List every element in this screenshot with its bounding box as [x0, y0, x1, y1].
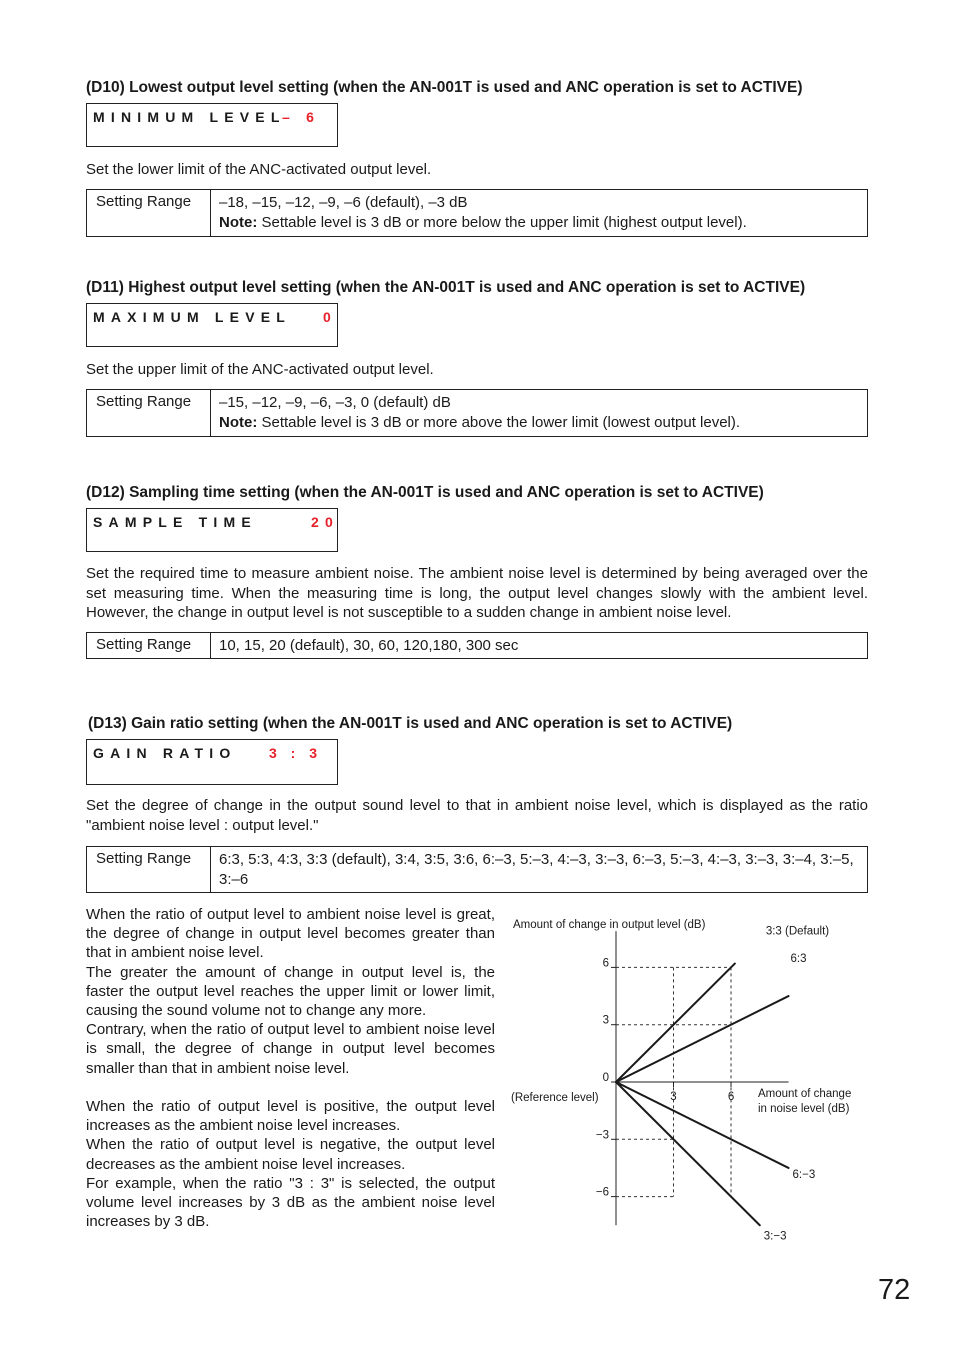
- d10-lcd-label: MINIMUM LEVEL: [93, 109, 286, 125]
- d10-title: (D10) Lowest output level setting (when the AN-001T is used and ANC operation is set to ACTIVE): [86, 79, 803, 96]
- y-tick-label: 6: [602, 957, 609, 970]
- y-tick-label: 3: [602, 1014, 609, 1027]
- d10-note-label: Note:: [219, 213, 258, 231]
- d11-note-text: Settable level is 3 dB or more above the lower limit (lowest output level).: [257, 413, 741, 431]
- reference-level-label: (Reference level): [511, 1092, 599, 1104]
- d11-note-label: Note:: [219, 413, 258, 431]
- y-tick-label: −3: [595, 1129, 609, 1142]
- series-label: 3:−3: [763, 1230, 787, 1243]
- d12-range-label: Setting Range: [96, 636, 192, 653]
- series-label: 6:−3: [792, 1168, 816, 1181]
- explain-paragraph: When the ratio of output level is positive, the output level increases as the ambient noise level increases.: [86, 1098, 495, 1135]
- d12-lcd-label: SAMPLE TIME: [93, 514, 257, 530]
- y-axis-label: Amount of change in output level (dB): [513, 919, 706, 931]
- d10-note-text: Settable level is 3 dB or more below the upper limit (highest output level).: [257, 213, 747, 231]
- d12-lcd-value: 20: [311, 514, 339, 530]
- d12-description: Set the required time to measure ambient noise. The ambient noise level is determined by being averaged over the set measuring time. When the measuring time is long, the output level changes slowly with the ambient level. However, the change in output level is not susceptible to a sudden change in ambient noise level.: [86, 565, 868, 621]
- d12-title: (D12) Sampling time setting (when the AN-001T is used and ANC operation is set to ACTIVE): [86, 484, 764, 501]
- y-tick-label: 0: [602, 1072, 609, 1084]
- d11-lcd-label: MAXIMUM LEVEL: [93, 309, 292, 325]
- d10-lcd-value: – 6: [282, 109, 321, 125]
- explain-paragraph: Contrary, when the ratio of output level to ambient noise level is small, the degree of change in output level becomes smaller than that in ambient noise level.: [86, 1021, 495, 1077]
- series-line: [616, 996, 789, 1082]
- d11-title: (D11) Highest output level setting (when the AN-001T is used and ANC operation is set to ACTIVE): [86, 279, 806, 296]
- d13-lcd-label: GAIN RATIO: [93, 745, 237, 761]
- explain-paragraph: When the ratio of output level is negative, the output level decreases as the ambient noise level increases.: [86, 1136, 495, 1173]
- d10-description: Set the lower limit of the ANC-activated output level.: [86, 161, 432, 178]
- series-label: 3:3 (Default): [765, 925, 830, 938]
- d11-description: Set the upper limit of the ANC-activated output level.: [86, 361, 434, 378]
- d11-lcd-value: 0: [323, 309, 337, 325]
- explain-paragraph: When the ratio of output level to ambient noise level is great, the degree of change in output level becomes greater than that in ambient noise level.: [86, 906, 495, 962]
- d11-range-value: –15, –12, –9, –6, –3, 0 (default) dB: [219, 394, 451, 411]
- d11-range-label: Setting Range: [96, 393, 192, 410]
- d13-title: (D13) Gain ratio setting (when the AN-001T is used and ANC operation is set to ACTIVE): [88, 715, 733, 732]
- d13-range-value: 6:3, 5:3, 4:3, 3:3 (default), 3:4, 3:5, 3:6, 6:–3, 5:–3, 4:–3, 3:–3, 6:–3, 5:–3, 4:–3, 3:–3, 3:–4, 3:–5, 3:–6: [219, 851, 854, 888]
- x-axis-label-line1: Amount of change: [758, 1088, 852, 1100]
- series-label: 6:3: [790, 953, 807, 966]
- x-tick-label: 3: [670, 1091, 677, 1103]
- explain-paragraph: For example, when the ratio "3 : 3" is selected, the output volume level increases by 3 dB as the ambient noise level increases by 3 dB.: [86, 1174, 495, 1231]
- y-tick-label: −6: [595, 1186, 609, 1199]
- series-line: [616, 1082, 760, 1225]
- d10-range-label: Setting Range: [96, 193, 192, 210]
- page-number: 72: [878, 1274, 911, 1306]
- series-line: [616, 964, 735, 1082]
- d13-lcd-value: 3 : 3: [269, 745, 323, 761]
- explain-paragraph: The greater the amount of change in output level is, the faster the output level reaches the upper limit or lower limit, causing the sound volume not to change any more.: [86, 963, 495, 1020]
- x-axis-label-line2: in noise level (dB): [758, 1103, 850, 1115]
- x-tick-label: 6: [727, 1091, 735, 1103]
- d13-range-label: Setting Range: [96, 850, 192, 867]
- d13-description: Set the degree of change in the output sound level to that in ambient noise level, which is displayed as the ratio "ambient noise level : output level.": [86, 797, 868, 834]
- d12-range-value: 10, 15, 20 (default), 30, 60, 120,180, 300 sec: [219, 637, 519, 654]
- d10-range-value: –18, –15, –12, –9, –6 (default), –3 dB: [219, 194, 468, 211]
